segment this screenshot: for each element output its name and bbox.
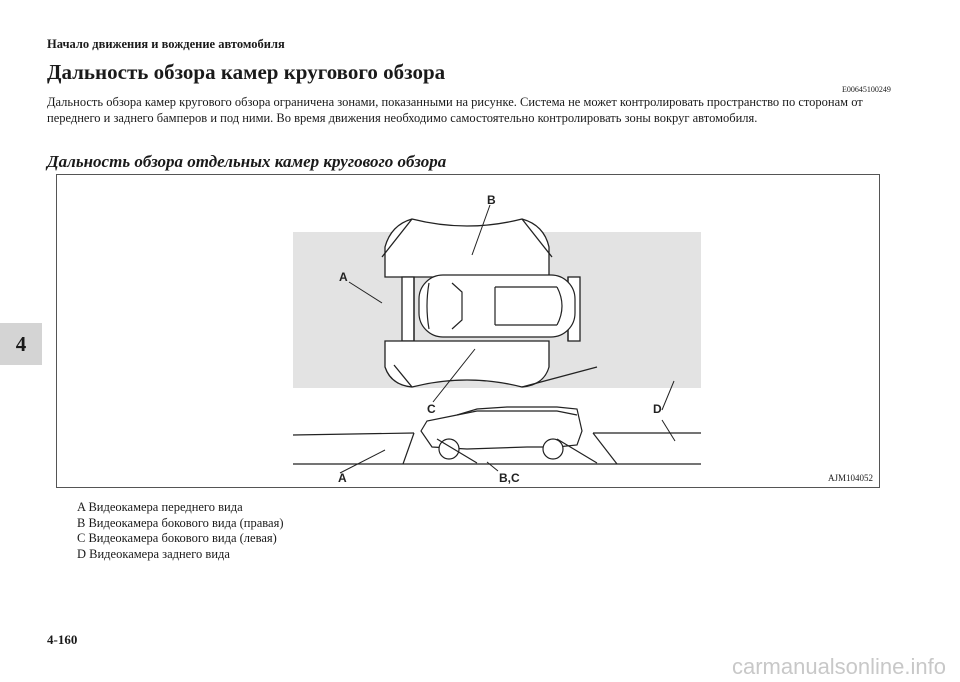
camera-range-figure — [56, 174, 880, 488]
label-bc: B,C — [499, 471, 520, 485]
legend-item: C Видеокамера бокового вида (левая) — [77, 531, 277, 545]
label-a-bottom: A — [338, 471, 347, 485]
camera-range-diagram — [57, 175, 881, 489]
legend-item: A Видеокамера переднего вида — [77, 500, 243, 514]
left-camera-zone — [402, 277, 414, 341]
car-top-view — [419, 275, 575, 337]
section-code: E00645100249 — [842, 85, 891, 94]
front-camera-zone — [385, 219, 549, 277]
label-a-top: A — [339, 270, 348, 284]
label-c: C — [427, 402, 436, 416]
car-side-view — [293, 407, 701, 464]
section-subtitle: Дальность обзора отдельных камер кругового обзора — [47, 152, 447, 171]
legend-item: B Видеокамера бокового вида (правая) — [77, 515, 284, 530]
page-title: Дальность обзора камер кругового обзора — [47, 60, 446, 84]
label-b-top: B — [487, 193, 496, 207]
running-header: Начало движения и вождение автомобиля — [47, 37, 285, 51]
legend-item: D Видеокамера заднего вида — [77, 546, 230, 561]
body-paragraph: Дальность обзора камер кругового обзора ограничена зонами, показанными на рисунке. Система не может контролировать пространство по сторонам от переднего и заднего бамперов и под ними. Во время движения необходимо самостоятельно контролировать зоны вокруг автомобиля. — [47, 95, 863, 125]
watermark: carmanualsonline.info — [731, 654, 946, 679]
figure-legend — [77, 500, 284, 562]
chapter-tab: 4 — [0, 323, 42, 365]
rear-camera-zone — [385, 341, 549, 387]
page-number: 4-160 — [47, 632, 78, 647]
figure-code: AJM104052 — [827, 473, 873, 483]
label-d: D — [653, 402, 662, 416]
